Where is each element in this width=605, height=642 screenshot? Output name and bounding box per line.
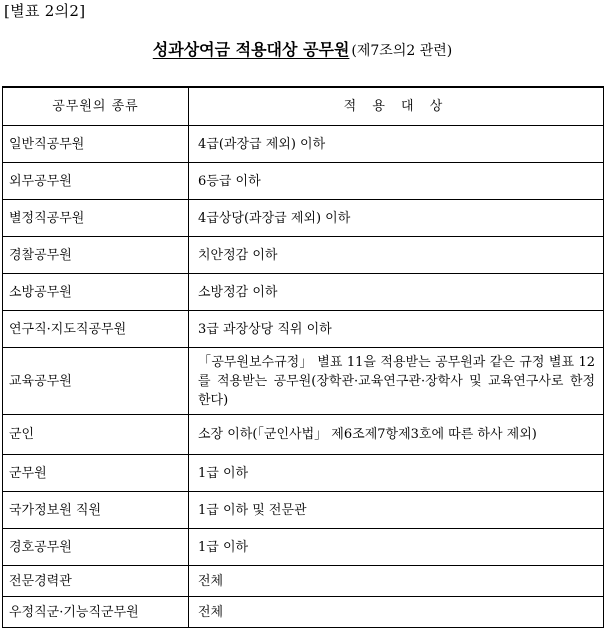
table-row	[3, 529, 604, 566]
table-row	[3, 126, 604, 163]
row-target: 1급 이하	[189, 529, 604, 566]
row-category: 경찰공무원	[3, 237, 189, 274]
row-target: 전체	[189, 566, 604, 597]
row-category: 별정직공무원	[3, 200, 189, 237]
title-subtitle: (제7조의2 관련)	[351, 43, 453, 59]
row-target: 소방정감 이하	[189, 274, 604, 311]
row-target: 4급상당(과장급 제외) 이하	[189, 200, 604, 237]
row-target: 소장 이하(「군인사법」 제6조제7항제3호에 따른 하사 제외)	[189, 415, 604, 455]
table-row	[3, 200, 604, 237]
table-row	[3, 455, 604, 492]
row-category: 우정직군·기능직군무원	[3, 597, 189, 628]
row-category: 소방공무원	[3, 274, 189, 311]
row-category: 국가정보원 직원	[3, 492, 189, 529]
row-target: 3급 과장상당 직위 이하	[189, 311, 604, 348]
row-category: 군인	[3, 415, 189, 455]
row-category: 외무공무원	[3, 163, 189, 200]
row-target: 6등급 이하	[189, 163, 604, 200]
table-row	[3, 566, 604, 597]
table-header-row	[3, 87, 604, 126]
row-target: 1급 이하	[189, 455, 604, 492]
table-row	[3, 311, 604, 348]
row-target: 1급 이하 및 전문관	[189, 492, 604, 529]
row-category: 연구직·지도직공무원	[3, 311, 189, 348]
header-target: 적 용 대 상	[189, 87, 604, 126]
table-row	[3, 597, 604, 628]
document-label: [별표 2의2]	[4, 2, 86, 20]
row-category: 경호공무원	[3, 529, 189, 566]
table-row	[3, 415, 604, 455]
title-main: 성과상여금 적용대상 공무원	[152, 40, 350, 59]
eligibility-table	[2, 86, 604, 628]
table-row	[3, 492, 604, 529]
row-target: 「공무원보수규정」 별표 11을 적용받는 공무원과 같은 규정 별표 12를 적용받는 공무원(장학관·교육연구관·장학사 및 교육연구사로 한정한다)	[189, 348, 604, 415]
row-category: 교육공무원	[3, 348, 189, 415]
row-category: 군무원	[3, 455, 189, 492]
document-title	[0, 37, 605, 60]
row-target: 4급(과장급 제외) 이하	[189, 126, 604, 163]
row-category: 전문경력관	[3, 566, 189, 597]
row-category: 일반직공무원	[3, 126, 189, 163]
header-category: 공무원의 종류	[3, 87, 189, 126]
table-row	[3, 274, 604, 311]
table-row	[3, 163, 604, 200]
table-row	[3, 348, 604, 415]
table-row	[3, 237, 604, 274]
row-target: 치안정감 이하	[189, 237, 604, 274]
row-target: 전체	[189, 597, 604, 628]
